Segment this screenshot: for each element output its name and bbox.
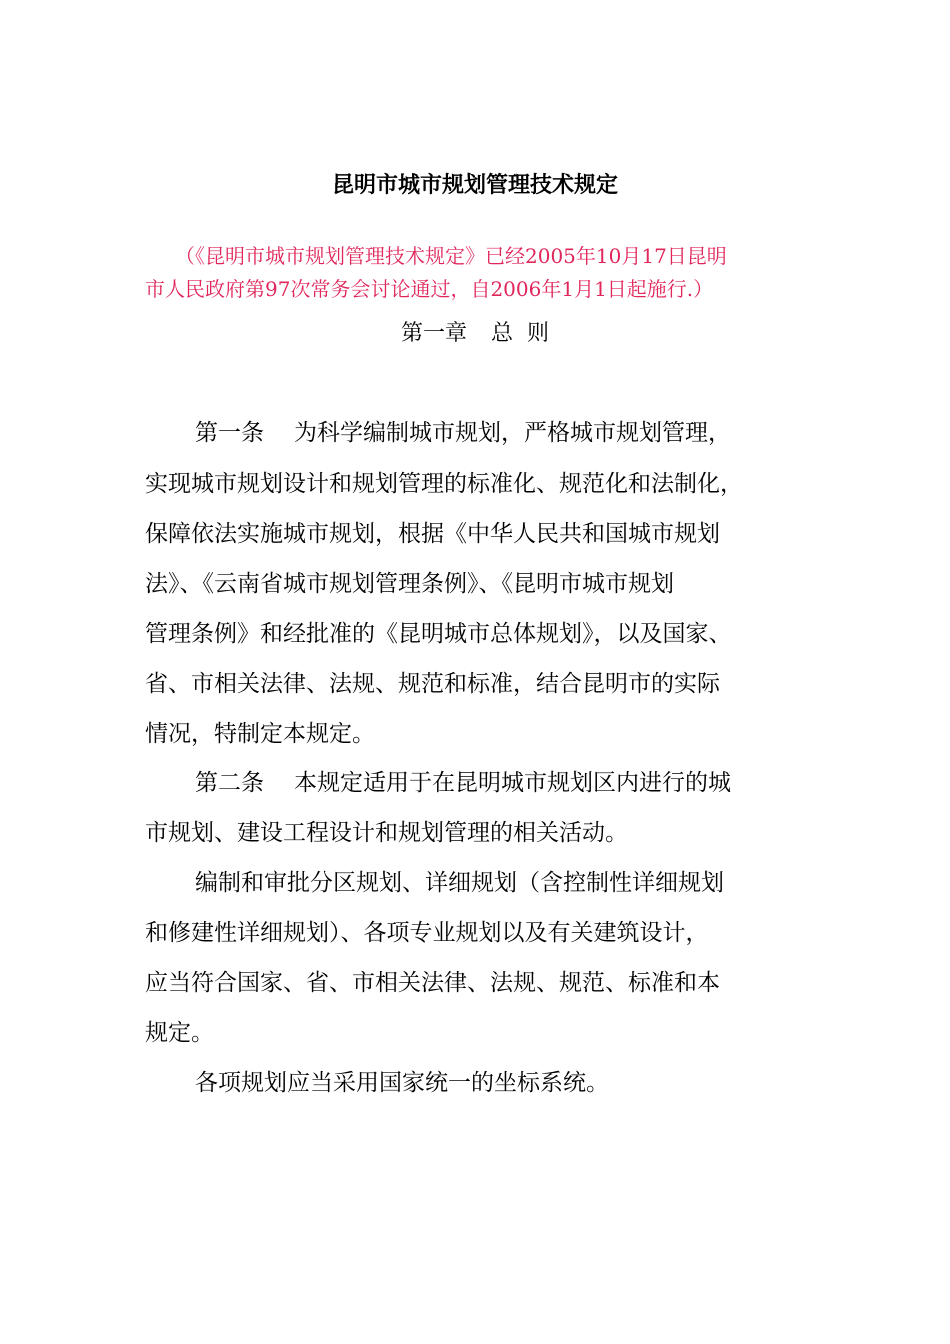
- chapter-name: 总 则: [491, 321, 549, 346]
- chapter-heading: [0, 318, 950, 350]
- paragraph-3-line: 应当符合国家、省、市相关法律、法规、规范、标准和本: [145, 970, 720, 996]
- article-1-line: 省、市相关法律、法规、规范和标准，结合昆明市的实际: [145, 671, 720, 697]
- article-1-line: 保障依法实施城市规划，根据《中华人民共和国城市规划: [145, 521, 720, 547]
- paragraph-3-line: 和修建性详细规划）、各项专业规划以及有关建筑设计，: [145, 920, 709, 946]
- paragraph-3-line: 规定。: [145, 1020, 214, 1046]
- article-2-first-line: [195, 768, 731, 798]
- article-1-line: 管理条例》和经批准的《昆明城市总体规划》，以及国家、: [145, 621, 732, 647]
- article-1-label: 第一条: [195, 420, 264, 446]
- article-2-line: 本规定适用于在昆明城市规划区内进行的城: [294, 770, 731, 796]
- paragraph-4-line: 各项规划应当采用国家统一的坐标系统。: [195, 1070, 609, 1096]
- note-line-2: 市人民政府第97次常务会讨论通过，自2006年1月1日起施行.）: [145, 277, 714, 301]
- article-1-first-line: [195, 418, 731, 448]
- article-2-label: 第二条: [195, 770, 264, 796]
- paragraph-3-line: 编制和审批分区规划、详细规划（含控制性详细规划: [195, 870, 724, 896]
- effective-date-note: [145, 240, 815, 306]
- article-1-line: 实现城市规划设计和规划管理的标准化、规范化和法制化，: [145, 471, 743, 497]
- chapter-number: 第一章: [400, 321, 467, 346]
- article-1-line: 为科学编制城市规划，严格城市规划管理，: [294, 420, 731, 446]
- document-title: 昆明市城市规划管理技术规定: [331, 172, 618, 198]
- article-1-line: 法》、《云南省城市规划管理条例》、《昆明市城市规划: [145, 571, 674, 597]
- article-2-line: 市规划、建设工程设计和规划管理的相关活动。: [145, 820, 628, 846]
- article-1-line: 情况，特制定本规定。: [145, 721, 375, 747]
- note-line-1: （《昆明市城市规划管理技术规定》已经2005年10月17日昆明: [175, 244, 727, 268]
